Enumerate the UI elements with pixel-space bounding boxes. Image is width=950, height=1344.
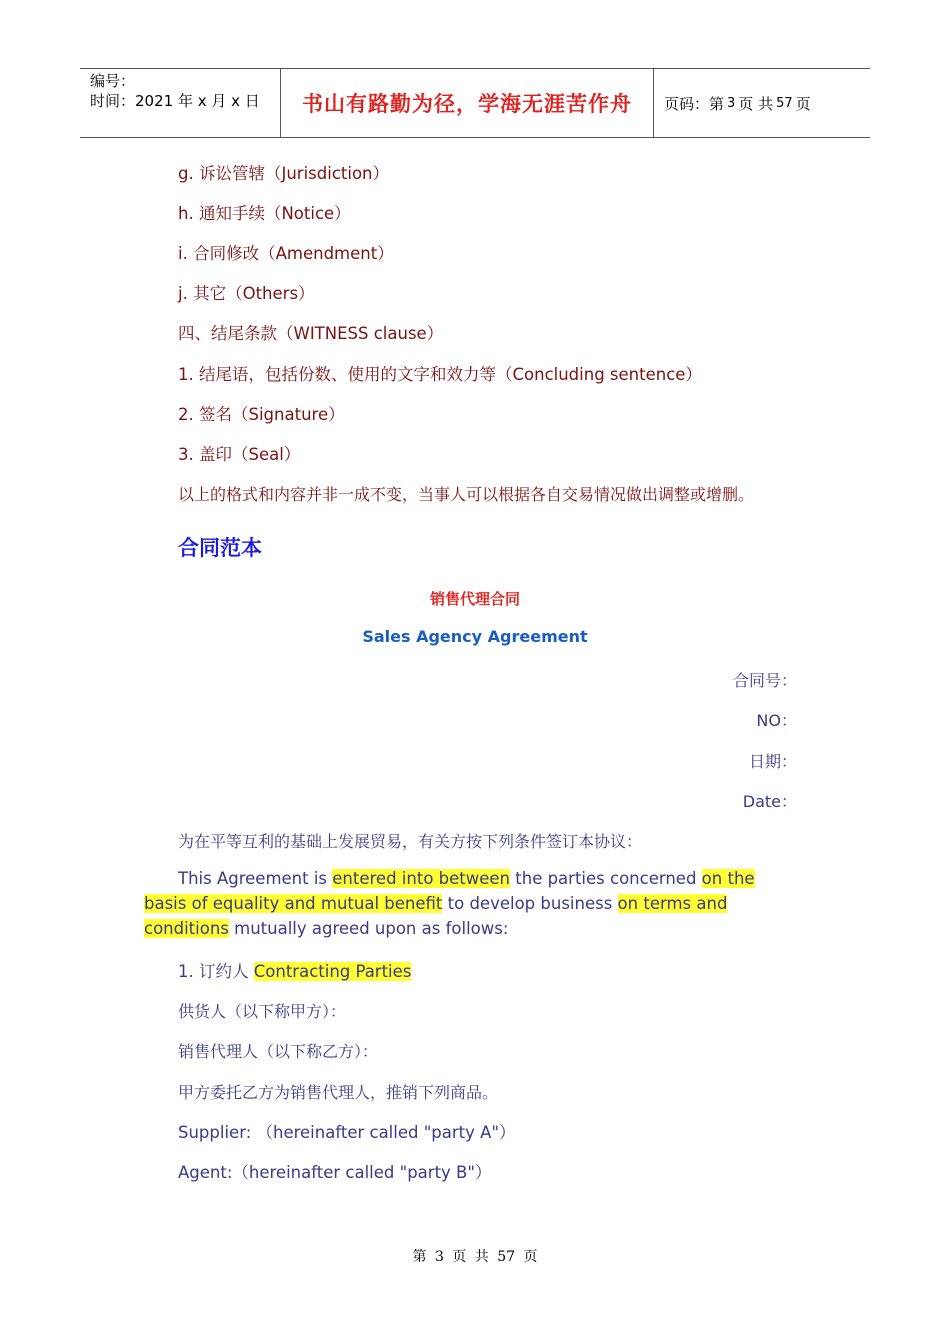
intro-cn: 为在平等互利的基础上发展贸易，有关方按下列条件签订本协议： [178, 832, 643, 851]
intro-text: This Agreement is [178, 869, 333, 888]
clause-j [178, 280, 315, 304]
doc-title-en: Sales Agency Agreement [362, 627, 588, 646]
clause-en: （WITNESS clause） [277, 324, 444, 343]
intro-text: to develop business [442, 894, 618, 913]
clause-en: （Notice） [264, 204, 351, 223]
item-1-contracting-parties [178, 958, 411, 982]
header-motto-cell [281, 69, 654, 137]
clause-letter: 1. [178, 365, 194, 384]
clause-letter: i. [178, 244, 188, 263]
clause-en: （Others） [226, 284, 315, 303]
highlighted-phrase: entered into between [332, 869, 511, 888]
highlighted-phrase: on terms and conditions [144, 894, 728, 938]
clause-cn: 盖印 [199, 445, 232, 464]
clause-cn: 通知手续 [198, 204, 265, 223]
item-cn: 订约人 [199, 962, 249, 981]
header-meta [80, 69, 281, 137]
clause-cn: 结尾语，包括份数、使用的文字和效力等 [199, 365, 496, 384]
section-title: 合同范本 [178, 536, 262, 560]
number-label: 编号： [90, 72, 136, 90]
date-en: Date： [742, 792, 797, 811]
intro-text: mutually agreed upon as follows: [228, 919, 509, 938]
page-prefix: 页码：第 [664, 94, 725, 113]
clause-cn: 四、结尾条款 [178, 324, 277, 343]
clause-cn: 诉讼管辖 [198, 164, 265, 183]
entrust-cn: 甲方委托乙方为销售代理人，推销下列商品。 [178, 1083, 499, 1102]
witness-item-3 [178, 441, 300, 465]
highlighted-phrase: Contracting Parties [253, 962, 412, 981]
clause-cn: 合同修改 [193, 244, 260, 263]
clause-letter: j. [178, 284, 188, 303]
clause-en: （Signature） [232, 405, 345, 424]
contract-no-cn: 合同号： [732, 671, 797, 690]
header-page-info [654, 69, 870, 137]
time-label: 时间：2021 年 x 月 x 日 [90, 92, 260, 110]
agent-cn: 销售代理人（以下称乙方）： [178, 1042, 379, 1061]
supplier-en: Supplier: （hereinafter called "party A"） [178, 1123, 516, 1142]
page-footer: 第 3 页 共 57 页 [412, 1249, 538, 1265]
clause-h [178, 200, 351, 224]
format-note: 以上的格式和内容并非一成不变，当事人可以根据各自交易情况做出调整或增删。 [178, 485, 755, 504]
clause-en: （Seal） [232, 445, 301, 464]
clause-letter: g. [178, 164, 194, 183]
clause-cn: 其它 [193, 284, 227, 303]
agent-en: Agent:（hereinafter called "party B"） [178, 1163, 492, 1182]
item-number: 1. [178, 962, 194, 981]
intro-en [144, 866, 784, 941]
page-mid: 页 共 [738, 94, 774, 113]
clause-cn: 签名 [199, 405, 232, 424]
intro-text: the parties concerned [510, 869, 702, 888]
clause-letter: h. [178, 204, 194, 223]
witness-clause [178, 320, 443, 344]
header-motto: 书山有路勤为径，学海无涯苦作舟 [302, 91, 632, 116]
page-total: 57 [776, 95, 793, 111]
witness-item-1 [178, 361, 702, 385]
doc-title-cn: 销售代理合同 [429, 590, 520, 608]
clause-g [178, 160, 389, 184]
page-number: 3 [727, 95, 736, 111]
page-header [80, 68, 870, 138]
clause-en: （Jurisdiction） [264, 164, 389, 183]
clause-en: （Amendment） [259, 244, 394, 263]
clause-letter: 2. [178, 405, 194, 424]
highlighted-phrase: on the basis of equality and mutual benefit [144, 869, 755, 913]
clause-en: （Concluding sentence） [496, 365, 702, 384]
supplier-cn: 供货人（以下称甲方）： [178, 1002, 347, 1021]
contract-no-en: NO： [756, 711, 797, 730]
clause-i [178, 240, 394, 264]
date-cn: 日期： [748, 752, 797, 771]
page-suffix: 页 [795, 94, 811, 113]
clause-letter: 3. [178, 445, 194, 464]
witness-item-2 [178, 401, 345, 425]
